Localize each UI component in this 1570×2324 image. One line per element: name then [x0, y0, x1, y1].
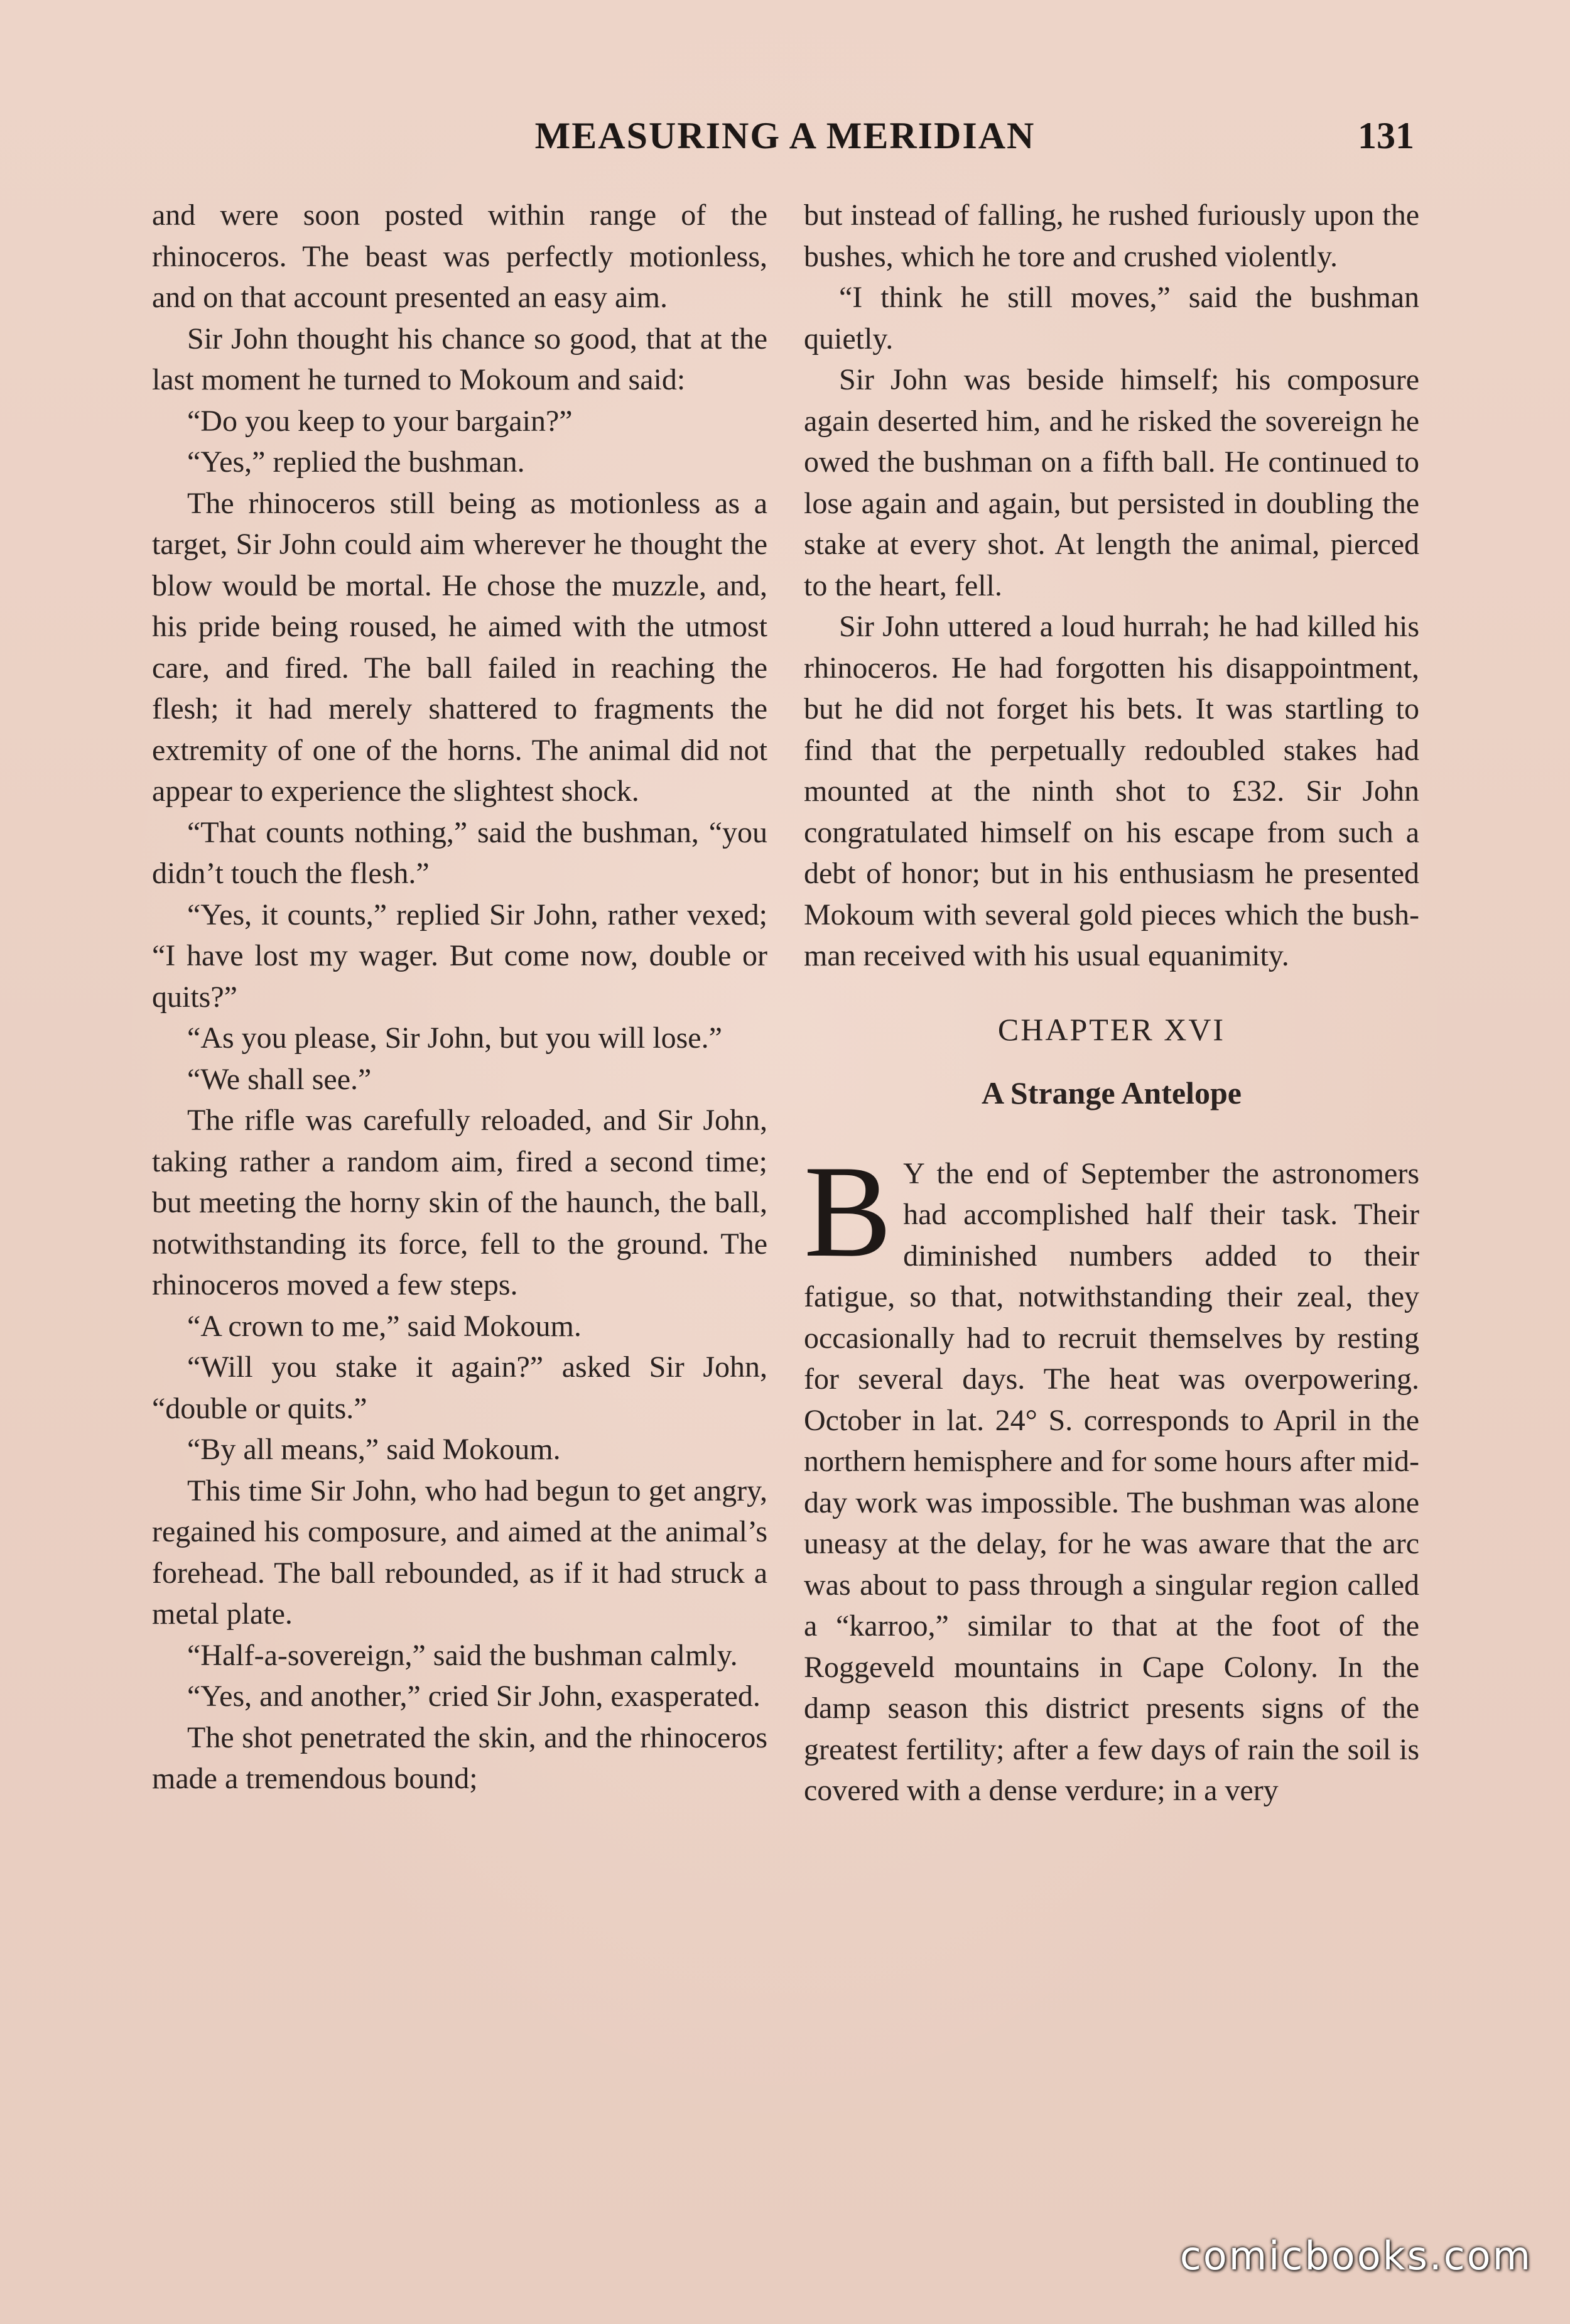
- paragraph: “Yes, and another,” cried Sir John, exasperated.: [187, 1680, 761, 1713]
- paragraph: “Do you keep to your bargain?”: [187, 404, 573, 438]
- chapter-title: A Strange Antelope: [982, 1075, 1242, 1110]
- watermark: comicbooks.com: [1179, 2233, 1532, 2279]
- paragraph: “I think he still moves,” said the bushman quietly.: [804, 281, 1419, 356]
- paragraph: “We shall see.”: [187, 1062, 372, 1096]
- paragraph: Sir John uttered a loud hurrah; he had killed his rhinoceros. He had forgotten his disappointment, but he did not forget his bets. It was startling to find that the perpetually redoubled stakes had mounted at the ninth shot to £32. Sir John congratulated himself on his escape from such a debt of honor; but in his enthusiasm he presented Mokoum with several gold pieces which the bushman received with his usual equanimity.: [804, 610, 1419, 972]
- paragraph: “Half-a-sovereign,” said the bushman calmly.: [187, 1638, 738, 1672]
- paragraph: “As you please, Sir John, but you will lose.”: [187, 1021, 722, 1055]
- paragraph-text: Y the end of September the astronomers had accomplished half their task. Their diminished numbers added to their fatigue, so that, notwithstanding their zeal, they occasionally had to recruit themselves by resting for several days. The heat was overpowering. October in lat. 24° S. corresponds to April in the northern hemisphere and for some hours after midday work was impossible. The bushman was alone uneasy at the delay, for he was aware that the arc was about to pass through a singular region called a “karroo,” similar to that at the foot of the Roggeveld mountains in Cape Colony. In the damp season this district presents signs of the greatest fertility; after a few days of rain the soil is covered with a dense verdure; in a very: [804, 1156, 1419, 1807]
- paragraph: This time Sir John, who had begun to get angry, regained his composure, and aimed at the animal’s forehead. The ball rebounded, as if it had struck a metal plate.: [152, 1474, 767, 1631]
- paragraph: “A crown to me,” said Mokoum.: [187, 1309, 582, 1343]
- chapter-opening-paragraph: [804, 1138, 1419, 1811]
- chapter-heading: CHAPTER XVI: [997, 1011, 1226, 1047]
- paragraph: “By all means,” said Mokoum.: [187, 1433, 561, 1466]
- paragraph: “Yes, it counts,” replied Sir John, rather vexed; “I have lost my wager. But come now, double or quits?”: [152, 898, 767, 1014]
- paragraph: “Will you stake it again?” asked Sir John, “double or quits.”: [152, 1350, 767, 1425]
- page-header: [151, 107, 1419, 163]
- running-title: MEASURING A MERIDIAN: [534, 115, 1036, 156]
- paragraph: but instead of falling, he rushed furiously upon the bushes, which he tore and crushed violently.: [804, 198, 1419, 273]
- paragraph: The rhinoceros still being as motionless as a target, Sir John could aim wherever he thought the blow would be mortal. He chose the muzzle, and, his pride being roused, he aimed with the utmost care, and fired. The ball failed in reaching the flesh; it had merely shattered to fragments the extremity of one of the horns. The animal did not appear to experience the slightest shock.: [152, 486, 767, 808]
- paragraph: The rifle was carefully reloaded, and Sir John, taking rather a random aim, fired a second time; but meeting the horny skin of the haunch, the ball, notwithstanding its force, fell to the ground. The rhinoceros moved a few steps.: [152, 1104, 767, 1301]
- paragraph: “That counts nothing,” said the bushman, “you didn’t touch the flesh.”: [152, 815, 767, 890]
- paragraph: and were soon posted within range of the rhinoceros. The beast was perfectly motionless, and on that account presented an easy aim.: [152, 198, 767, 314]
- paragraph: “Yes,” replied the bushman.: [187, 445, 525, 479]
- drop-cap-letter: B: [804, 1138, 892, 1284]
- paragraph: The shot penetrated the skin, and the rhinoceros made a tremendous bound;: [152, 1720, 767, 1795]
- left-column: [152, 195, 767, 1800]
- page-number: 131: [1358, 115, 1414, 156]
- right-column: [804, 195, 1419, 1811]
- paragraph: Sir John thought his chance so good, that at the last moment he turned to Mokoum and said:: [152, 322, 767, 396]
- paragraph: Sir John was beside himself; his composure again deserted him, and he risked the sovereign he owed the bushman on a fifth ball. He continued to lose again and again, but persisted in doubling the stake at every shot. At length the animal, pierced to the heart, fell.: [804, 363, 1419, 602]
